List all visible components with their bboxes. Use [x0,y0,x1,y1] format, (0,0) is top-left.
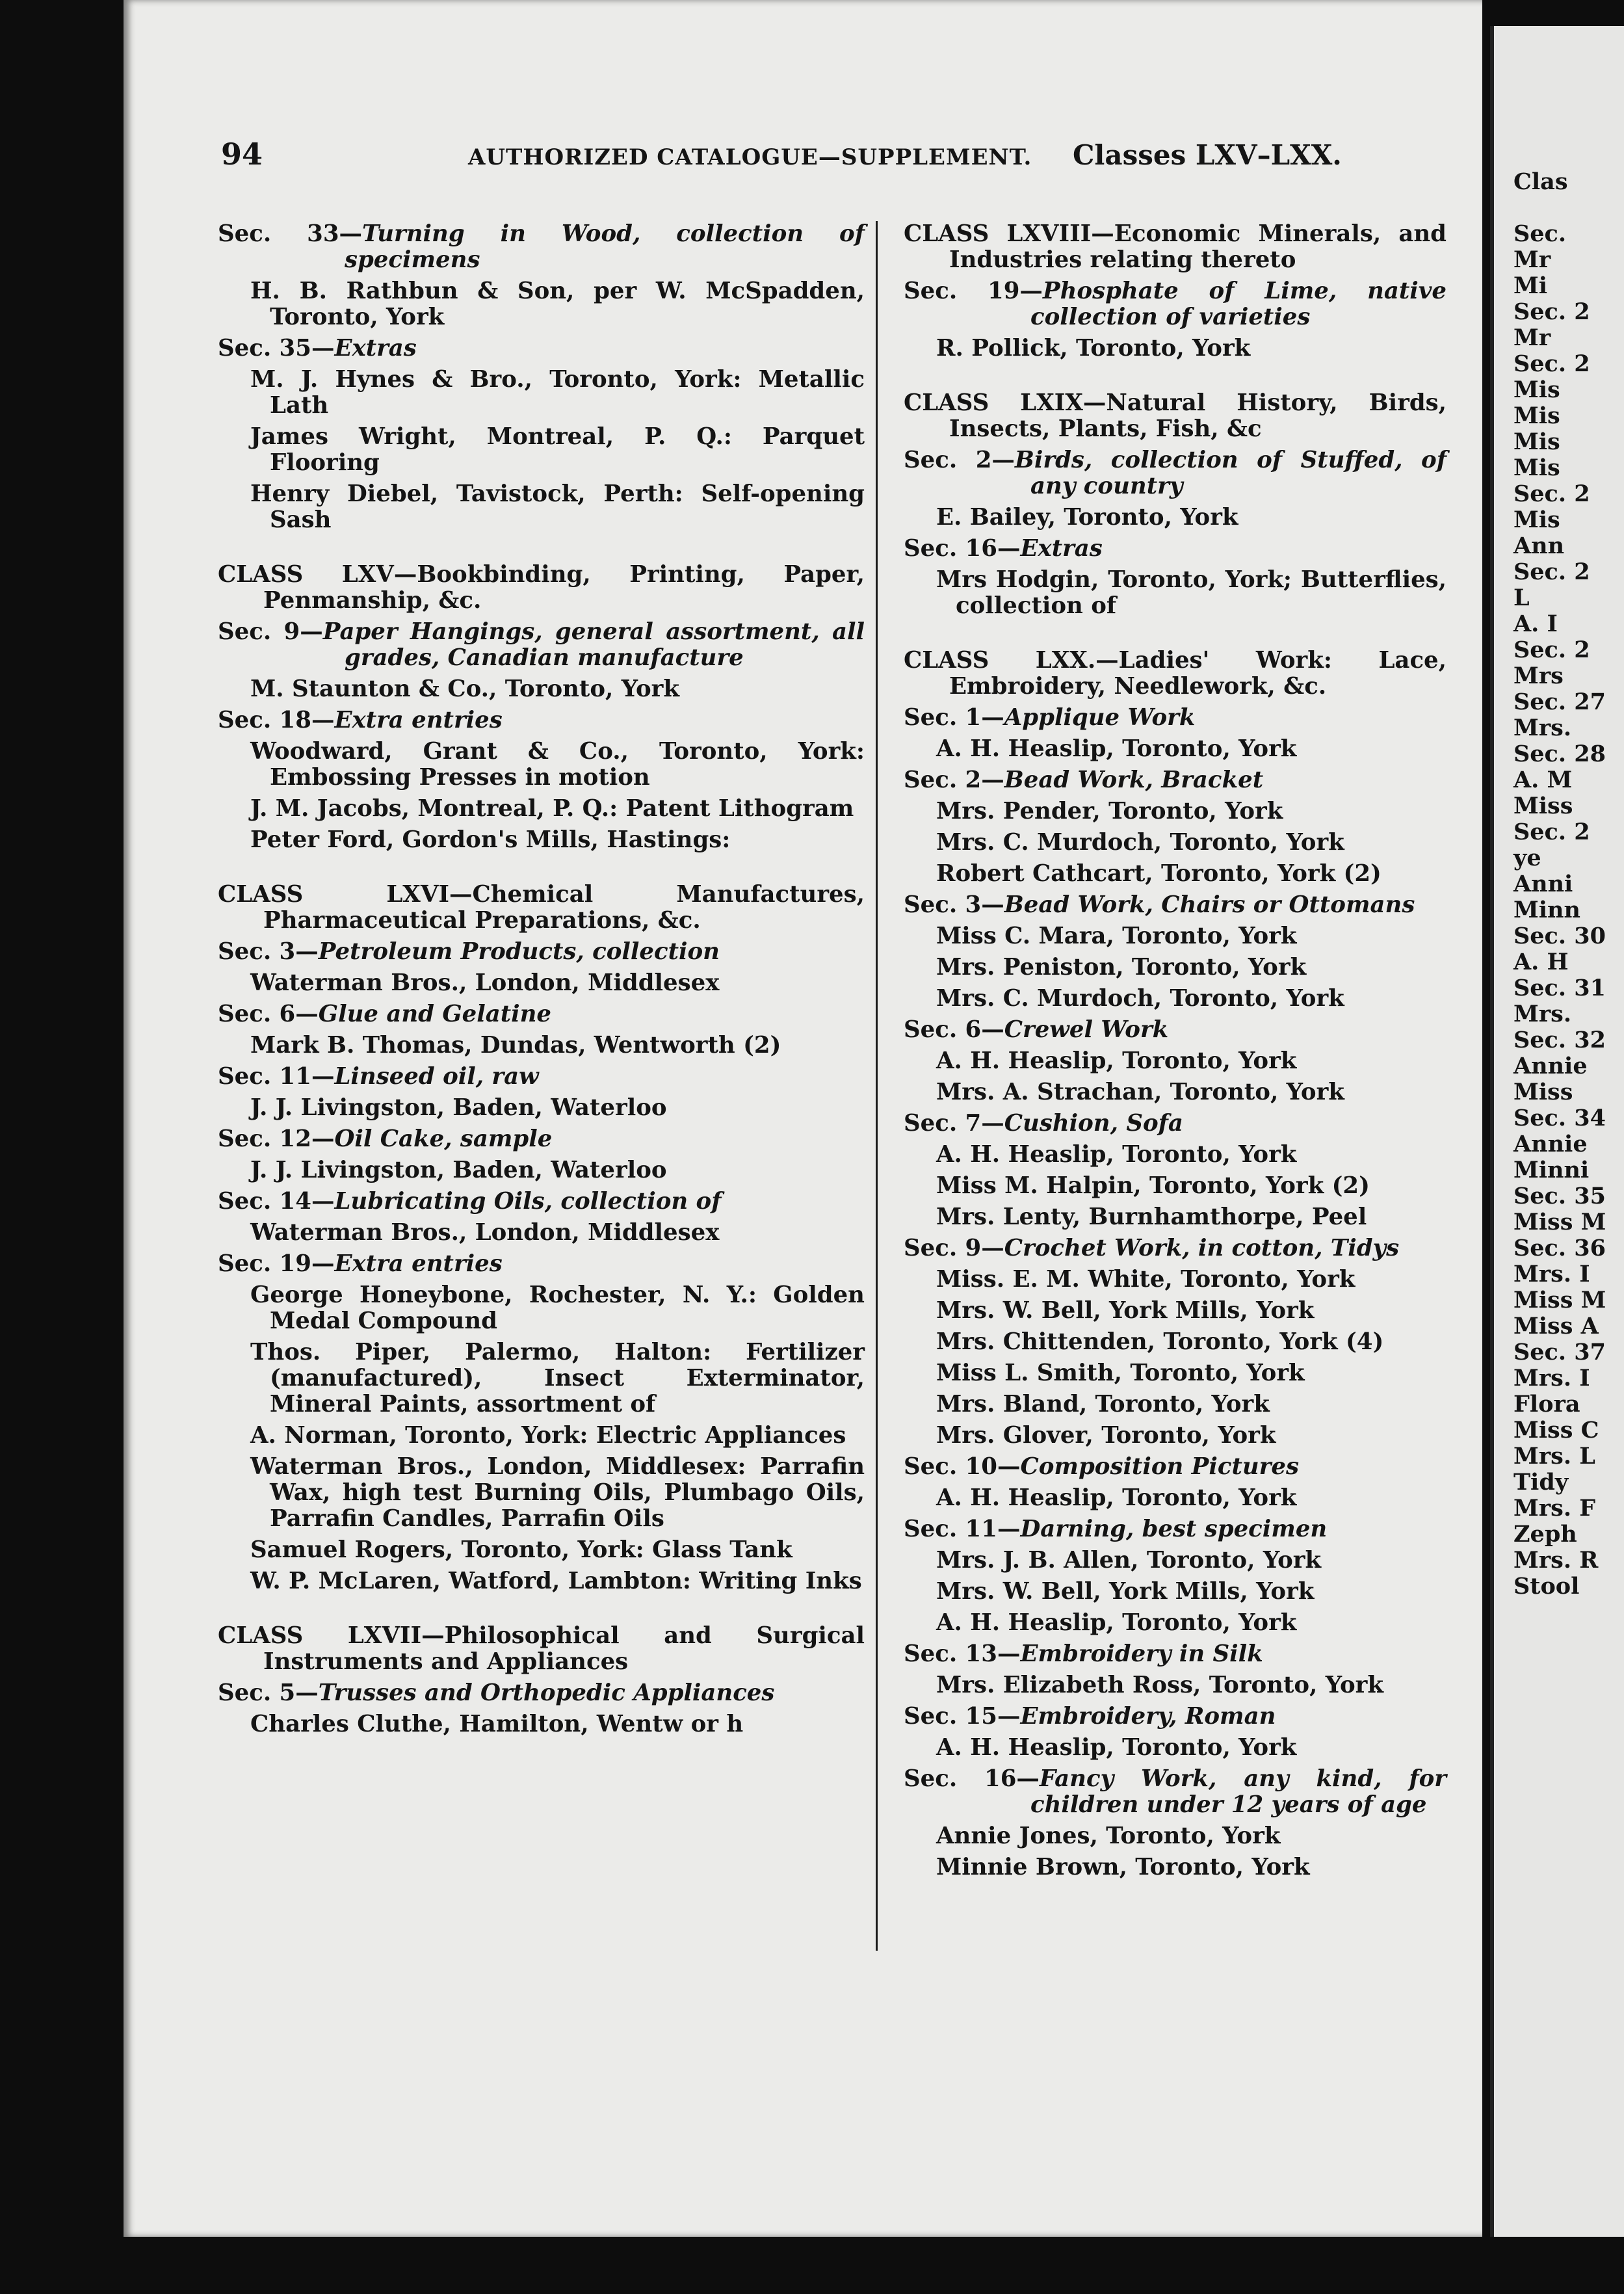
section-number: Sec. 2— [904,767,1004,793]
exhibitor-entry: A. Norman, Toronto, York: Electric Appliances [250,1422,846,1449]
fragment-line: Sec. 32 [1513,1027,1606,1053]
section-number: Sec. 1— [904,704,1004,731]
section-title: Extras [334,335,417,362]
exhibitor-entry: J. M. Jacobs, Montreal, P. Q.: Patent Lithogram [250,795,854,822]
fragment-line: Miss [1513,793,1573,819]
exhibitor-entry: Waterman Bros., London, Middlesex [250,1219,720,1246]
section-number: Sec. 3— [904,891,1004,918]
section-number: Sec. 15— [904,1703,1021,1730]
section-number: Sec. 11— [218,1063,335,1090]
class-heading: CLASS LXX.—Ladies' Work: Lace, Embroidery, Needlework, &c. [904,647,1447,700]
exhibitor-entry: Mrs Hodgin, Toronto, York; Butterflies, collection of [936,566,1447,619]
fragment-line: Sec. 2 [1513,819,1590,845]
fragment-line: Mr [1513,324,1551,351]
exhibitor-entry: A. H. Heaslip, Toronto, York [936,735,1297,762]
section-heading [218,619,865,671]
exhibitor-entry: Samuel Rogers, Toronto, York: Glass Tank [250,1536,792,1563]
section-number: Sec. 9— [904,1235,1004,1261]
section-number: Sec. 16— [904,1765,1040,1792]
fragment-line: A. M [1513,767,1573,793]
fragment-line: Sec. 2 [1513,481,1590,507]
section-title: Paper Hangings, general assortment, all grades, Canadian manufacture [322,618,865,671]
exhibitor-entry: Robert Cathcart, Toronto, York (2) [936,860,1382,887]
section-heading [904,1017,1447,1043]
exhibitor-entry: Annie Jones, Toronto, York [936,1823,1281,1849]
exhibitor-entry: Minnie Brown, Toronto, York [936,1854,1310,1880]
section-title: Applique Work [1004,704,1196,731]
section-heading [218,1064,865,1090]
section-number: Sec. 7— [904,1110,1004,1137]
section-number: Sec. 19— [904,278,1043,304]
section-heading [904,447,1447,499]
fragment-line: Minn [1513,897,1580,923]
running-head: AUTHORIZED CATALOGUE—SUPPLEMENT. [468,144,1032,170]
fragment-line: ye [1513,845,1541,871]
exhibitor-entry: Miss C. Mara, Toronto, York [936,923,1297,949]
section-number: Sec. 10— [904,1453,1021,1480]
exhibitor-entry: M. Staunton & Co., Toronto, York [250,676,679,702]
exhibitor-entry: Peter Ford, Gordon's Mills, Hastings: [250,826,731,853]
next-page-edge [1490,26,1624,2237]
class-heading: CLASS LXVIII—Economic Minerals, and Industries relating thereto [904,220,1447,273]
exhibitor-entry: W. P. McLaren, Watford, Lambton: Writing Inks [250,1568,862,1594]
exhibitor-entry: A. H. Heaslip, Toronto, York [936,1484,1297,1511]
section-number: Sec. 33— [218,220,363,247]
exhibitor-entry: Mrs. Glover, Toronto, York [936,1422,1276,1449]
exhibitor-entry: Miss M. Halpin, Toronto, York (2) [936,1172,1370,1199]
section-number: Sec. 11— [904,1516,1021,1542]
fragment-line: Sec. 34 [1513,1105,1606,1131]
exhibitor-entry: H. B. Rathbun & Son, per W. McSpadden, Toronto, York [250,278,865,330]
fragment-line: Mi [1513,272,1548,299]
fragment-line: Sec. 27 [1513,689,1606,715]
section-heading [904,892,1447,918]
fragment-line: A. H [1513,949,1569,975]
fragment-line: Miss A [1513,1313,1599,1339]
exhibitor-entry: Mrs. J. B. Allen, Toronto, York [936,1547,1322,1574]
fragment-line: Ann [1513,533,1565,559]
fragment-line: Miss [1513,1079,1573,1105]
section-heading [218,1680,865,1706]
fragment-line: Miss M [1513,1209,1606,1235]
fragment-line: Minni [1513,1157,1590,1183]
fragment-line: A. I [1513,611,1558,637]
section-heading [904,767,1447,793]
fragment-line: Mis [1513,428,1560,455]
section-heading [904,1766,1447,1818]
exhibitor-entry: Mrs. Lenty, Burnhamthorpe, Peel [936,1204,1367,1230]
fragment-line: Sec. 31 [1513,975,1606,1001]
fragment-line: Sec. 30 [1513,923,1606,949]
fragment-line: Sec. 28 [1513,741,1606,767]
section-title: Glue and Gelatine [318,1001,551,1027]
section-number: Sec. 6— [218,1001,319,1027]
exhibitor-entry: A. H. Heaslip, Toronto, York [936,1609,1297,1636]
section-title: Bead Work, Bracket [1004,767,1264,793]
section-heading [218,707,865,733]
exhibitor-entry: Mark B. Thomas, Dundas, Wentworth (2) [250,1032,781,1059]
section-title: Darning, best specimen [1020,1516,1328,1542]
fragment-line: Sec. 2 [1513,298,1590,325]
section-number: Sec. 2— [904,447,1015,473]
column-divider [876,221,878,1951]
fragment-line: Anni [1513,871,1573,897]
fragment-line: Tidy [1513,1469,1569,1496]
section-heading [218,336,865,362]
section-title: Embroidery, Roman [1020,1703,1276,1730]
exhibitor-entry: George Honeybone, Rochester, N. Y.: Golden Medal Compound [250,1282,865,1334]
exhibitor-entry: Waterman Bros., London, Middlesex: Parrafin Wax, high test Burning Oils, Plumbago Oils, Parrafin Candles, Parrafin Oils [250,1453,865,1532]
exhibitor-entry: Mrs. Elizabeth Ross, Toronto, York [936,1672,1383,1698]
section-heading [904,1704,1447,1730]
fragment-line: Miss C [1513,1417,1599,1444]
section-heading [218,1126,865,1152]
fragment-line: Mrs. F [1513,1495,1596,1522]
exhibitor-entry: A. H. Heaslip, Toronto, York [936,1734,1297,1761]
fragment-line: Mis [1513,402,1560,429]
exhibitor-entry: Charles Cluthe, Hamilton, Wentw or h [250,1711,744,1737]
fragment-line: Mrs. R [1513,1547,1599,1574]
class-heading: CLASS LXIX—Natural History, Birds, Insects, Plants, Fish, &c [904,389,1447,442]
exhibitor-entry: Miss L. Smith, Toronto, York [936,1360,1305,1386]
fragment-line: Clas [1513,168,1568,195]
fragment-line: Flora [1513,1391,1580,1417]
fragment-line: Stool [1513,1573,1580,1600]
fragment-line: Mr [1513,246,1551,273]
exhibitor-entry: Miss. E. M. White, Toronto, York [936,1266,1356,1293]
fragment-line: Sec. 35 [1513,1183,1606,1209]
fragment-line: Mrs. L [1513,1443,1595,1470]
class-heading: CLASS LXVI—Chemical Manufactures, Pharmaceutical Preparations, &c. [218,881,865,934]
right-column [904,221,1447,1886]
section-number: Sec. 5— [218,1680,319,1706]
section-title: Phosphate of Lime, native collection of varieties [1030,278,1447,330]
section-number: Sec. 9— [218,618,323,645]
left-column [218,221,865,1743]
section-number: Sec. 19— [218,1250,335,1277]
fragment-line: Mis [1513,376,1560,403]
section-number: Sec. 12— [218,1126,335,1152]
section-title: Composition Pictures [1020,1453,1299,1480]
exhibitor-entry: Mrs. W. Bell, York Mills, York [936,1578,1315,1605]
fragment-line: Sec. [1513,220,1567,247]
section-title: Extra entries [334,1250,503,1277]
fragment-line: L [1513,585,1530,611]
section-heading [904,278,1447,330]
section-heading [904,536,1447,562]
page-number: 94 [221,137,263,172]
exhibitor-entry: James Wright, Montreal, P. Q.: Parquet Flooring [250,423,865,476]
exhibitor-entry: Mrs. Chittenden, Toronto, York (4) [936,1328,1384,1355]
section-number: Sec. 16— [904,535,1021,562]
section-title: Oil Cake, sample [334,1126,553,1152]
fragment-line: Mrs. [1513,1001,1572,1027]
section-title: Trusses and Orthopedic Appliances [318,1680,775,1706]
exhibitor-entry: E. Bailey, Toronto, York [936,504,1238,531]
fragment-line: Mrs. I [1513,1365,1590,1391]
section-number: Sec. 14— [218,1188,335,1215]
fragment-line [1513,195,1606,221]
exhibitor-entry: J. J. Livingston, Baden, Waterloo [250,1157,667,1183]
fragment-line: Sec. 37 [1513,1339,1606,1365]
section-title: Lubricating Oils, collection of [334,1188,722,1215]
section-heading [904,705,1447,731]
section-heading [904,1641,1447,1667]
section-title: Petroleum Products, collection [318,938,720,965]
exhibitor-entry: Mrs. A. Strachan, Toronto, York [936,1079,1344,1105]
fragment-line: Annie [1513,1131,1588,1157]
exhibitor-entry: Waterman Bros., London, Middlesex [250,969,720,996]
fragment-line: Sec. 2 [1513,350,1590,377]
section-title: Cushion, Sofa [1004,1110,1183,1137]
section-heading [218,939,865,965]
exhibitor-entry: Henry Diebel, Tavistock, Perth: Self-opening Sash [250,481,865,533]
section-heading [218,221,865,273]
exhibitor-entry: Mrs. C. Murdoch, Toronto, York [936,985,1344,1012]
section-number: Sec. 6— [904,1016,1004,1043]
exhibitor-entry: Mrs. Peniston, Toronto, York [936,954,1307,981]
exhibitor-entry: Woodward, Grant & Co., Toronto, York: Embossing Presses in motion [250,738,865,791]
exhibitor-entry: J. J. Livingston, Baden, Waterloo [250,1094,667,1121]
section-title: Extra entries [334,707,503,733]
section-title: Birds, collection of Stuffed, of any country [1014,447,1447,499]
fragment-line: Mrs. [1513,715,1572,741]
exhibitor-entry: A. H. Heaslip, Toronto, York [936,1141,1297,1168]
fragment-line: Sec. 2 [1513,637,1590,663]
next-page-fragment [1513,169,1606,1600]
section-number: Sec. 3— [218,938,319,965]
section-heading [218,1189,865,1215]
fragment-line: Mrs [1513,663,1564,689]
section-number: Sec. 18— [218,707,335,733]
exhibitor-entry: Mrs. C. Murdoch, Toronto, York [936,829,1344,856]
exhibitor-entry: Thos. Piper, Palermo, Halton: Fertilizer (manufactured), Insect Exterminator, Mineral Paints, assortment of [250,1339,865,1417]
fragment-line: Sec. 2 [1513,559,1590,585]
exhibitor-entry: Mrs. W. Bell, York Mills, York [936,1297,1315,1324]
section-title: Linseed oil, raw [334,1063,539,1090]
section-title: Bead Work, Chairs or Ottomans [1004,891,1415,918]
section-heading [904,1516,1447,1542]
section-number: Sec. 13— [904,1641,1021,1667]
section-title: Fancy Work, any kind, for children under 12 years of age [1030,1765,1447,1818]
section-title: Extras [1020,535,1103,562]
section-title: Crochet Work, in cotton, Tidys [1004,1235,1400,1261]
fragment-line: Sec. 36 [1513,1235,1606,1261]
section-heading [904,1111,1447,1137]
section-heading [904,1454,1447,1480]
section-title: Crewel Work [1004,1016,1169,1043]
section-heading [218,1251,865,1277]
section-heading [904,1235,1447,1261]
fragment-line: Mis [1513,455,1560,481]
fragment-line: Mis [1513,507,1560,533]
class-heading: CLASS LXV—Bookbinding, Printing, Paper, Penmanship, &c. [218,561,865,614]
exhibitor-entry: R. Pollick, Toronto, York [936,335,1251,362]
exhibitor-entry: Mrs. Bland, Toronto, York [936,1391,1270,1417]
section-heading [218,1001,865,1027]
fragment-line: Mrs. I [1513,1261,1590,1287]
section-title: Turning in Wood, collection of specimens [345,220,865,273]
fragment-line: Annie [1513,1053,1588,1079]
fragment-line: Zeph [1513,1521,1577,1548]
exhibitor-entry: Mrs. Pender, Toronto, York [936,798,1283,824]
fragment-line: Miss M [1513,1287,1606,1313]
section-title: Embroidery in Silk [1020,1641,1263,1667]
class-heading: CLASS LXVII—Philosophical and Surgical Instruments and Appliances [218,1622,865,1675]
classes-range: Classes LXV–LXX. [1073,139,1342,171]
section-number: Sec. 35— [218,335,335,362]
exhibitor-entry: M. J. Hynes & Bro., Toronto, York: Metallic Lath [250,366,865,419]
exhibitor-entry: A. H. Heaslip, Toronto, York [936,1048,1297,1074]
